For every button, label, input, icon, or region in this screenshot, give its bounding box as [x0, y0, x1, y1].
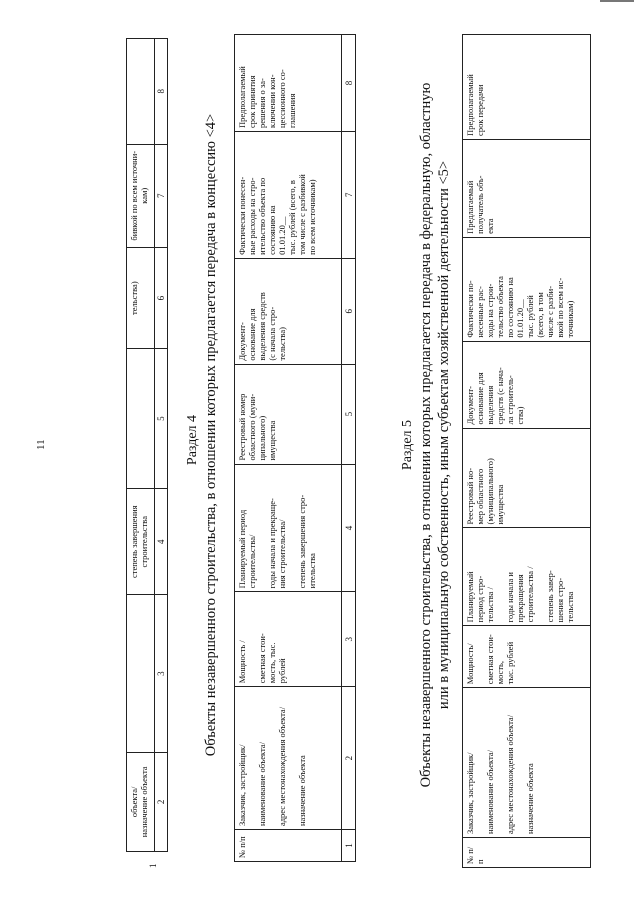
- top-col-5-header: [127, 349, 155, 489]
- s5-header-customer: Заказчик, застройщик/ наименование объекта/ адрес местонахождения объекта/ назначение объекта: [463, 688, 591, 838]
- s5-header-recipient: Предлагаемый получатель объ- екта: [463, 139, 591, 237]
- section4-title: Раздел 4: [185, 414, 200, 466]
- top-col-3-header: [127, 595, 155, 752]
- top-col-6-header: тельства): [127, 247, 155, 348]
- scan-artifact: [600, 0, 634, 2]
- section5-subtitle-line1: Объекты незавершенного строительства, в отношении которых предлагается передача в федеральную, областную: [418, 82, 434, 788]
- top-num-4: 4: [155, 488, 168, 595]
- s4-num-3: 3: [342, 592, 356, 687]
- section5-title: Раздел 5: [400, 419, 415, 471]
- section4-table: [234, 34, 356, 862]
- top-col-4-header: степень завершения строительства: [127, 488, 155, 595]
- top-num-5: 5: [155, 349, 168, 489]
- top-col-7-header: бивкой по всем источни- кам): [127, 144, 155, 247]
- s4-num-8: 8: [342, 35, 356, 132]
- s4-num-2: 2: [342, 687, 356, 830]
- top-num-3: 3: [155, 595, 168, 752]
- top-col-8-header: [127, 39, 155, 145]
- section4-subtitle: Объекты незавершенного строительства, в отношении которых предлагается передача в концессию <4>: [203, 113, 219, 757]
- s4-header-registry: Реестровый номер областного (муни- ципального) имущества: [235, 364, 342, 464]
- top-num-6: 6: [155, 247, 168, 348]
- s4-header-customer: Заказчик, застройщик/ наименование объекта/ адрес местонахождения объекта/ назначение объекта: [235, 687, 342, 830]
- s4-num-4: 4: [342, 464, 356, 592]
- s5-header-period: Планируемый период стро- тельства / годы начала и прекращения строительства / степень завер- шения стро- тельства: [463, 528, 591, 626]
- page-number: 11: [35, 439, 47, 450]
- s4-header-period: Планируемый период строительства/ годы начала и прекраще- ния строительства/ степень завершения стро- ительства: [235, 464, 342, 592]
- s4-header-actual-costs: Фактически понесен- ные расходы на стро- ительство объекта по состоянию на 01.01.20__ тыс. рублей (всего, в том числе с разбивкой по всем источникам): [235, 132, 342, 259]
- s4-header-concession-term: Предполагаемый срок принятия решения о за- ключении кон- цессионного со- глашения: [235, 35, 342, 132]
- s5-header-transfer-term: Предполагаемый срок передачи: [463, 35, 591, 140]
- s5-header-actual-costs: Фактически по- несенные рас- ходы на строи- тельство объекта по состоянию на 01.01.20__ тыс. рублей (всего, в том числе с разби- вкой по всем ис- точникам): [463, 237, 591, 341]
- s5-header-num: № п/ п: [463, 838, 591, 868]
- s4-num-7: 7: [342, 132, 356, 259]
- table-top: [126, 38, 168, 852]
- s5-header-registry: Реестровый но- мер областного (муниципального) имущества: [463, 428, 591, 528]
- s4-num-5: 5: [342, 364, 356, 464]
- s5-header-capacity: Мощность/ сметная стои- мость, тыс. рублей: [463, 626, 591, 688]
- s4-header-num: № п/п: [235, 830, 342, 862]
- s4-num-1: 1: [342, 830, 356, 862]
- s5-header-document: Документ- основание для выделения средств (с нача- ла строитель- ства): [463, 341, 591, 428]
- top-col-2-header: объекта/ назначение объекта: [127, 752, 155, 851]
- top-num-8: 8: [155, 39, 168, 145]
- s4-header-document: Документ- основание для выделения средств (с начала стро- тельства): [235, 258, 342, 364]
- section5-subtitle-line2: или в муниципальную собственность, иным субъектам хозяйственной деятельности <5>: [436, 160, 452, 710]
- s4-header-capacity: Мощность / сметная стои- мость, тыс. рублей: [235, 592, 342, 687]
- s4-num-6: 6: [342, 258, 356, 364]
- section5-table: [462, 34, 591, 868]
- top-num-7: 7: [155, 144, 168, 247]
- top-num-2: 2: [155, 752, 168, 851]
